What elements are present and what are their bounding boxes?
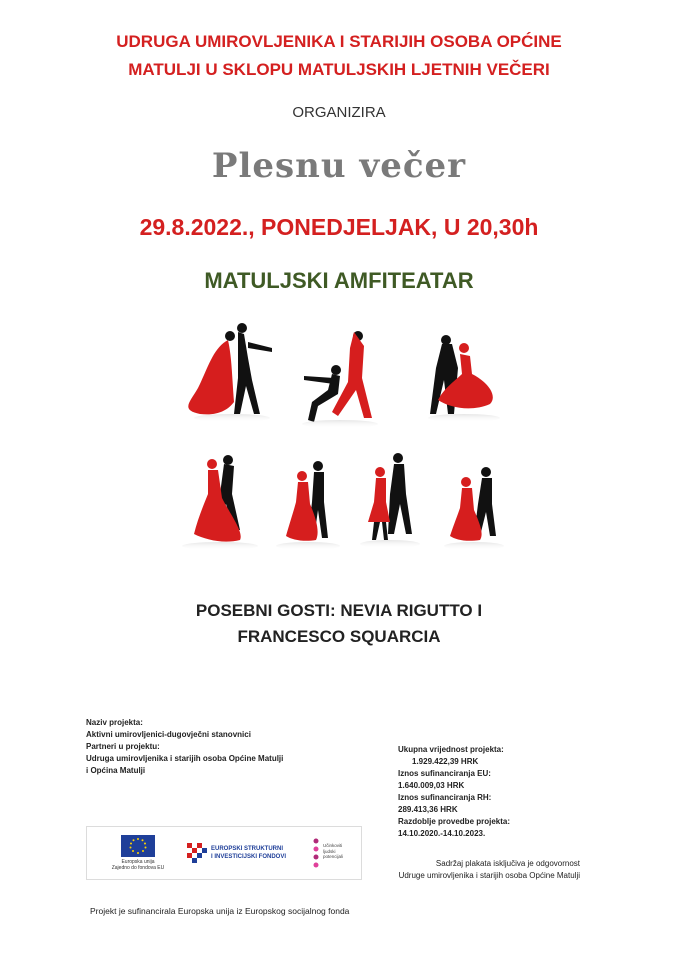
project-name-label: Naziv projekta: — [86, 718, 143, 727]
header-line-1: UDRUGA UMIROVLJENIKA I STARIJIH OSOBA OPĆINE — [116, 32, 562, 51]
funding-period-label: Razdoblje provedbe projekta: — [398, 817, 511, 826]
event-venue: MATULJSKI AMFITEATAR — [204, 268, 474, 293]
dancing-couple-6 — [360, 453, 420, 548]
dancing-couple-1 — [188, 323, 272, 422]
guests-line-2: FRANCESCO SQUARCIA — [237, 627, 441, 646]
footer-note: Projekt je sufinancirala Europska unija iz Europskog socijalnog fonda — [90, 906, 350, 916]
project-info — [86, 717, 326, 777]
dancing-couple-3 — [428, 335, 500, 422]
header — [0, 28, 678, 84]
checkerboard-icon — [187, 843, 207, 863]
special-guests — [0, 598, 678, 650]
funding-info — [398, 744, 578, 840]
third-logo-line-2: ljudski — [323, 848, 336, 854]
organizira-label: ORGANIZIRA — [292, 104, 386, 121]
disclaimer — [370, 858, 580, 882]
project-partners-line-2: i Općina Matulji — [86, 766, 146, 775]
funding-rh-label: Iznos sufinanciranja RH: — [398, 793, 492, 802]
guests-line-1: POSEBNI GOSTI: NEVIA RIGUTTO I — [195, 601, 483, 620]
esif-logo-line-2: I INVESTICIJSKI FONDOVI — [211, 854, 287, 860]
eu-logo — [103, 835, 173, 875]
esif-logo-line-1: EUROPSKI STRUKTURNI — [211, 846, 284, 852]
dancing-couple-2 — [302, 331, 378, 428]
dancing-couple-7 — [444, 467, 504, 550]
funding-eu-value: 1.640.009,03 HRK — [398, 781, 465, 790]
dancing-couple-5 — [276, 461, 340, 550]
third-logo-line-3: potencijali — [323, 854, 344, 859]
project-partners-label: Partneri u projektu: — [86, 742, 160, 751]
dancers-illustration — [168, 318, 508, 583]
funding-total-value: 1.929.422,39 HRK — [412, 757, 479, 766]
dots-icon — [311, 837, 321, 871]
funding-rh-value: 289.413,36 HRK — [398, 805, 458, 814]
eu-logo-line-2: Zajedno do fondova EU — [111, 865, 165, 871]
header-line-2: MATULJI U SKLOPU MATULJSKIH LJETNIH VEČERI — [128, 60, 550, 79]
esif-logo — [187, 841, 297, 869]
event-title: Plesnu večer — [211, 146, 467, 186]
dancing-couple-4 — [182, 455, 258, 550]
disclaimer-line-1: Sadržaj plakata isključiva je odgovornost — [435, 859, 580, 868]
eu-logo-line-1: Europska unija — [121, 859, 155, 865]
ljudski-potencijali-logo — [311, 835, 357, 875]
project-partners-line-1: Udruga umirovljenika i starijih osoba Općine Matulji — [86, 754, 284, 763]
event-date: 29.8.2022., PONEDJELJAK, U 20,30h — [139, 214, 539, 240]
project-name-value: Aktivni umirovljenici-dugovječni stanovnici — [86, 730, 251, 739]
third-logo-line-1: Učinkoviti — [323, 843, 343, 848]
disclaimer-line-2: Udruge umirovljenika i starijih osoba Općine Matulji — [398, 871, 580, 880]
funding-logos — [86, 826, 362, 880]
funding-total-label: Ukupna vrijednost projekta: — [398, 745, 504, 754]
funding-eu-label: Iznos sufinanciranja EU: — [398, 769, 491, 778]
funding-period-value: 14.10.2020.-14.10.2023. — [398, 829, 486, 838]
eu-flag-icon — [121, 835, 155, 857]
